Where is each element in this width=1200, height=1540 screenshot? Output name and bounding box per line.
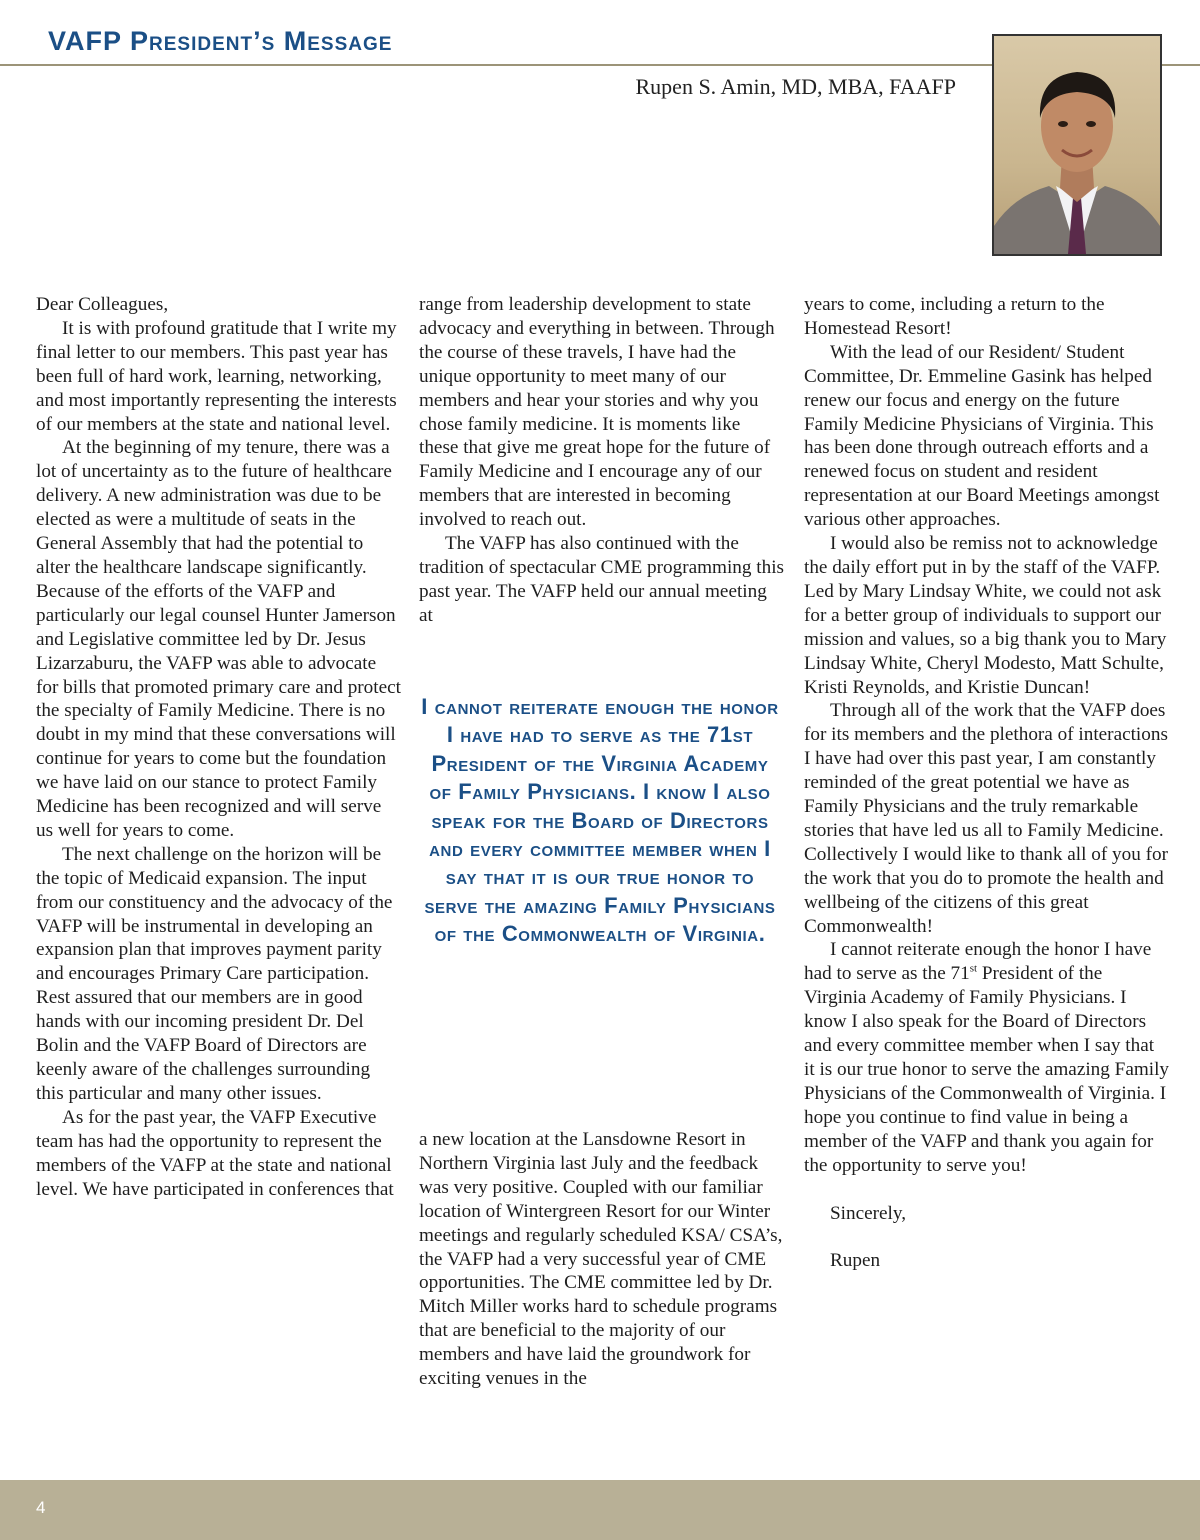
paragraph: years to come, including a return to the Homestead Resort!: [804, 294, 1105, 339]
paragraph: a new location at the Lansdowne Resort in Northern Virginia last July and the feedback was very positive. Coupled with our familiar location of Wintergreen Resort for our Winter meetings and regularly scheduled KSA/ CSA’s, the VAFP had a very successful year of CME opportunities. The CME committee led by Dr. Mitch Miller works hard to schedule programs that are beneficial to the majority of our members and have laid the groundwork for exciting venues in the: [419, 1129, 783, 1390]
paragraph-final: [804, 938, 1169, 1177]
text-column-2-bottom: [419, 1128, 784, 1391]
paragraph: The VAFP has also continued with the tradition of spectacular CME programming this past year. The VAFP held our annual meeting at: [419, 533, 785, 626]
paragraph: The next challenge on the horizon will be the topic of Medicaid expansion. The input from our constituency and the advocacy of the VAFP will be instrumental in developing an expansion plan that improves payment parity and encourages Primary Care participation. Rest assured that our members are in good hands with our incoming president Dr. Del Bolin and the VAFP Board of Directors are keenly aware of the challenges surrounding this particular and many other issues.: [36, 843, 393, 1104]
ordinal-suffix: st: [969, 962, 978, 975]
text-column-2-top: [419, 293, 784, 628]
text-column-1: [36, 293, 401, 1201]
final-text-b: President of the Virginia Academy of Family Physicians. I know I also speak for the Board of Directors and every committee member when I say that it is our true honor to serve the amazing Family Physicians of the Commonwealth of Virginia. I hope you continue to find value in being a member of the VAFP and thank you again for the opportunity to serve you!: [804, 963, 1170, 1176]
pull-quote: I cannot reiterate enough the honor I have had to serve as the 71st President of the Virginia Academy of Family Physicians. I know I also speak for the Board of Directors and every committee member when I say that it is our true honor to serve the amazing Family Physicians of the Commonwealth of Virginia.: [421, 694, 779, 947]
paragraph: With the lead of our Resident/ Student Committee, Dr. Emmeline Gasink has helped renew our focus and energy on the future Family Medicine Physicians of Virginia. This has been done through outreach efforts and a renewed focus on student and resident representation at our Board Meetings amongst various other approaches.: [804, 341, 1160, 531]
page-number: 4: [36, 1498, 46, 1517]
author-name: Rupen S. Amin, MD, MBA, FAAFP: [635, 74, 956, 99]
paragraph: range from leadership development to state advocacy and everything in between. Through the course of these travels, I have had the unique opportunity to meet many of our members and hear your stories and why you chose family medicine. It is moments like these that give me great hope for the future of Family Medicine and I encourage any of our members that are interested in becoming involved to reach out.: [419, 294, 775, 531]
paragraph: Through all of the work that the VAFP does for its members and the plethora of interactions I have had over this past year, I am constantly reminded of the great potential we have as Family Physicians and the truly remarkable stories that have led us all to Family Medicine. Collectively I would like to thank all of you for the work that you do to promote the health and wellbeing of the citizens of this great Commonwealth!: [804, 700, 1168, 937]
paragraph: As for the past year, the VAFP Executive team has had the opportunity to represent the members of the VAFP at the state and national level. We have participated in conferences that: [36, 1106, 394, 1200]
signature: Rupen: [830, 1250, 881, 1272]
paragraph: At the beginning of my tenure, there was a lot of uncertainty as to the future of healthcare delivery. A new administration was due to be elected as were a multitude of seats in the General Assembly that had the potential to alter the healthcare landscape significantly. Because of the efforts of the VAFP and particularly our legal counsel Hunter Jamerson and Legislative committee led by Dr. Jesus Lizarzaburu, the VAFP was able to advocate for bills that promoted primary care and protect the specialty of Family Medicine. There is no doubt in my mind that these conversations will continue for years to come but the foundation we have laid on our stance to protect Family Medicine has been recognized and will serve us well for years to come.: [36, 437, 401, 841]
paragraph: I would also be remiss not to acknowledge the daily effort put in by the staff of the VAFP. Led by Mary Lindsay White, we could not ask for a better group of individuals to support our mission and values, so a big thank you to Mary Lindsay White, Cheryl Modesto, Matt Schulte, Kristi Reynolds, and Kristie Duncan!: [804, 533, 1167, 698]
salutation: Dear Colleagues,: [36, 294, 169, 315]
author-photo: [992, 34, 1162, 256]
text-column-3: [804, 293, 1169, 1273]
closing: Sincerely,: [830, 1202, 907, 1224]
portrait-image: [994, 36, 1160, 254]
page-title: VAFP President’s Message: [48, 26, 393, 56]
paragraph: It is with profound gratitude that I write my final letter to our members. This past year has been full of hard work, learning, networking, and most importantly representing the interests of our members at the state and national level.: [36, 317, 397, 435]
final-text-a: I cannot reiterate enough the honor I have had to serve as the 71: [804, 939, 1152, 985]
footer-bar: [0, 1480, 1200, 1540]
